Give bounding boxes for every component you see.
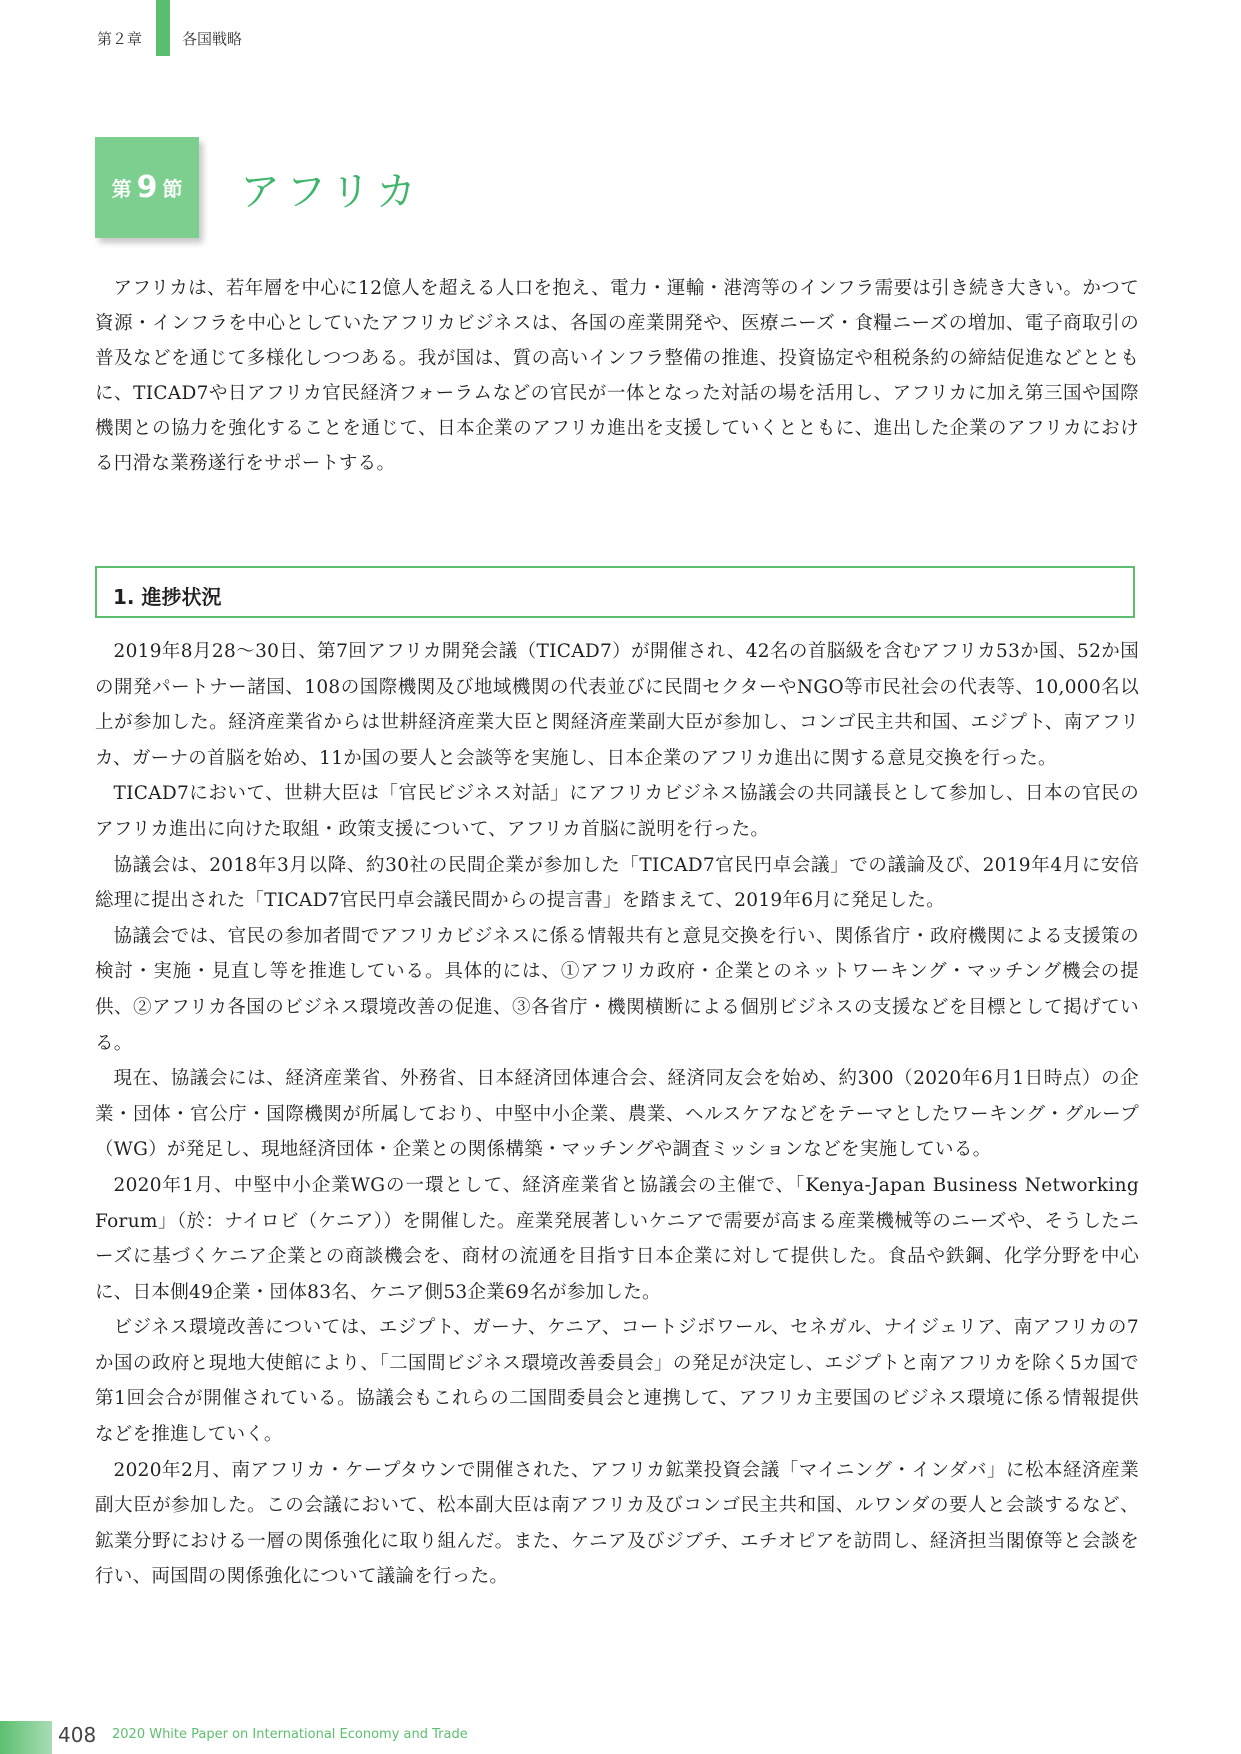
- body-paragraph: 2020年2月、南アフリカ・ケープタウンで開催された、アフリカ鉱業投資会議「マイニング・インダバ」に松本経済産業副大臣が参加した。この会議において、松本副大臣は南アフリカ及びコンゴ民主共和国、ルワンダの要人と会談するなど、鉱業分野における一層の関係強化に取り組んだ。また、ケニア及びジブチ、エチオピアを訪問し、経済担当閣僚等と会談を行い、両国間の関係強化について議論を行った。: [95, 1459, 1139, 1588]
- page-number: 408: [58, 1723, 97, 1747]
- subsection-heading-box: [95, 566, 1135, 618]
- body-paragraph: ビジネス環境改善については、エジプト、ガーナ、ケニア、コートジボワール、セネガル、ナイジェリア、南アフリカの7か国の政府と現地大使館により、「二国間ビジネス環境改善委員会」の発足が決定し、エジプトと南アフリカを除く5カ国で第1回会合が開催されている。協議会もこれらの二国間委員会と連携して、アフリカ主要国のビジネス環境に係る情報提供などを推進していく。: [95, 1317, 1139, 1446]
- intro-paragraph: アフリカは、若年層を中心に12億人を超える人口を抱え、電力・運輸・港湾等のインフラ需要は引き続き大きい。かつて資源・インフラを中心としていたアフリカビジネスは、各国の産業開発や、医療ニーズ・食糧ニーズの増加、電子商取引の普及などを通じて多様化しつつある。我が国は、質の高いインフラ整備の推進、投資協定や租税条約の締結促進などとともに、TICAD7や日アフリカ官民経済フォーラムなどの官民が一体となった対話の場を活用し、アフリカに加え第三国や国際機関との協力を強化することを通じて、日本企業のアフリカ進出を支援していくとともに、進出した企業のアフリカにおける円滑な業務遂行をサポートする。: [95, 278, 1139, 474]
- section-number: 9: [136, 170, 158, 205]
- section-prefix: 第: [111, 177, 132, 201]
- body-paragraph: 協議会は、2018年3月以降、約30社の民間企業が参加した「TICAD7官民円卓会議」での議論及び、2019年4月に安倍総理に提出された「TICAD7官民円卓会議民間からの提言書」を踏まえて、2019年6月に発足した。: [95, 854, 1139, 912]
- header-section: 各国戦略: [182, 30, 243, 48]
- body-paragraph: 現在、協議会には、経済産業省、外務省、日本経済団体連合会、経済同友会を始め、約300（2020年6月1日時点）の企業・団体・官公庁・国際機関が所属しており、中堅中小企業、農業、ヘルスケアなどをテーマとしたワーキング・グループ（WG）が発足し、現地経済団体・企業との関係構築・マッチングや調査ミッションなどを実施している。: [95, 1068, 1139, 1161]
- subsection-title: 1. 進捗状況: [113, 585, 222, 609]
- footer-accent-bar: [0, 1721, 52, 1754]
- section-suffix: 節: [162, 177, 183, 201]
- body-text: [95, 634, 1139, 1595]
- body-paragraph: 2019年8月28〜30日、第7回アフリカ開発会議（TICAD7）が開催され、42名の首脳級を含むアフリカ53か国、52か国の開発パートナー諸国、108の国際機関及び地域機関の代表並びに民間セクターやNGO等市民社会の代表等、10,000名以上が参加した。経済産業省からは世耕経済産業大臣と関経済産業副大臣が参加し、コンゴ民主共和国、エジプト、南アフリカ、ガーナの首脳を始め、11か国の要人と会談等を実施し、日本企業のアフリカ進出に関する意見交換を行った。: [95, 641, 1139, 769]
- section-number-badge: [95, 137, 199, 238]
- section-title: アフリカ: [240, 169, 422, 215]
- header-chapter: 第２章: [97, 30, 143, 48]
- header-accent-bar: [156, 0, 170, 56]
- publication-title: 2020 White Paper on International Economy and Trade: [112, 1727, 468, 1742]
- body-paragraph: 2020年1月、中堅中小企業WGの一環として、経済産業省と協議会の主催で、「Kenya-Japan Business Networking Forum」（於：ナイロビ（ケニア））を開催した。産業発展著しいケニアで需要が高まる産業機械等のニーズや、そうしたニーズに基づくケニア企業との商談機会を、商材の流通を目指す日本企業に対して提供した。食品や鉄鋼、化学分野を中心に、日本側49企業・団体83名、ケニア側53企業69名が参加した。: [95, 1174, 1139, 1303]
- body-paragraph: 協議会では、官民の参加者間でアフリカビジネスに係る情報共有と意見交換を行い、関係省庁・政府機関による支援策の検討・実施・見直し等を推進している。具体的には、①アフリカ政府・企業とのネットワーキング・マッチング機会の提供、②アフリカ各国のビジネス環境改善の促進、③各省庁・機関横断による個別ビジネスの支援などを目標として掲げている。: [95, 925, 1139, 1054]
- body-paragraph: TICAD7において、世耕大臣は「官民ビジネス対話」にアフリカビジネス協議会の共同議長として参加し、日本の官民のアフリカ進出に向けた取組・政策支援について、アフリカ首脳に説明を行った。: [95, 783, 1139, 840]
